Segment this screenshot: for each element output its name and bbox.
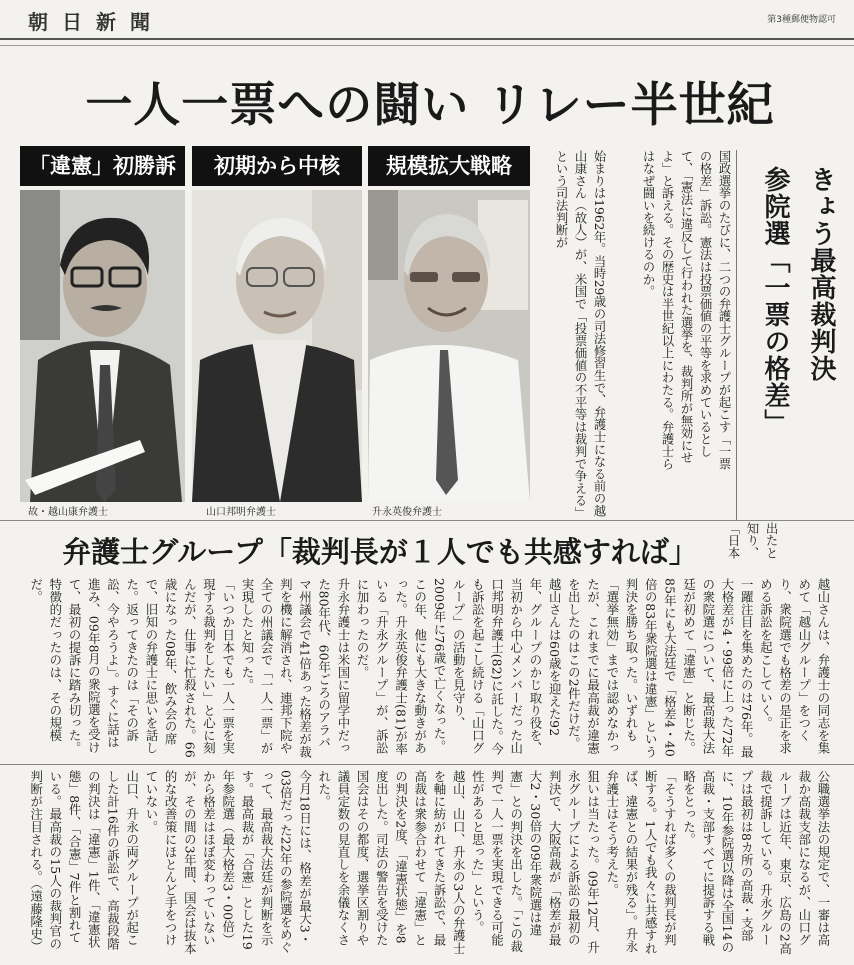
paragraph: 今月18日には、格差が最大3・03倍だった22年の参院選をめぐって、最高裁大法廷が判断を示す。最高裁が「合憲」とした19年参院選（最大格差3・00倍）から格差はほぼ変わっていないが、その間の3年間、国会は抜本的な改善策にほとんど手をつけていない。	[143, 770, 313, 955]
paragraph: 特徴的だったのは、その規模だ。	[28, 578, 63, 742]
caption-yamaguchi: 山口邦明弁護士	[206, 507, 276, 518]
photo-koshiyama	[20, 190, 185, 502]
paragraph: 85年にも大法廷で「格差4・40倍の83年衆院選は違憲」という判決を勝ち取った。いずれも「選挙無効」までは認めなかったが、これまでに最高裁が違憲を出したのはこの2件だけだ。	[566, 578, 678, 758]
paragraph: 越山、山口、升永の3人の弁護士を軸に紡がれてきた訴訟で、最高裁は衆参合わせて「違憲」との判決を2度、「違憲状態」を8度出した。司法の警告を受けた国会はその都度、選挙区割りや議員定数の見直しを余儀なくされた。	[316, 770, 467, 955]
column-divider	[0, 764, 854, 765]
paragraph: 升永弁護士は米国に留学中だった80年代、60年ごろのアラバマ州議会で41倍あった格差が裁判を機に解消され、連邦下院や全ての州議会で「一人一票」が実現したと知った。	[239, 578, 351, 758]
photo-yamaguchi	[192, 190, 362, 502]
tag-scale-strategy: 規模拡大戦略	[368, 146, 530, 186]
article-columns-upper	[18, 578, 833, 758]
headline: 一人一票への闘い リレー半世紀	[85, 78, 775, 133]
section-rule	[0, 520, 854, 521]
paragraph: 「そうすれば多くの裁判長が判断する。1人でも我々に共感すれば、違憲との結果が残る」。升永弁護士はそう考えた。	[604, 770, 678, 955]
paragraph: 山口、升永の両グループが起こした計16件の訴訟で、高裁段階の判決は「違憲」1件、「違憲状態」8件、「合憲」7件と割れている。最高裁の15人の裁判官の判断が注目される。（遠藤隆史）	[28, 770, 140, 953]
tag-core-member: 初期から中核	[192, 146, 362, 186]
caption-koshiyama: 故・越山康弁護士	[28, 507, 108, 518]
article-body-top-1: 始まりは1962年。当時29歳の司法修習生で、弁護士になる前の越山康さん（故人）が、米国で「投票価値の不平等は裁判で争える」という司法判断が	[554, 150, 606, 517]
deck-line-2: きょう最高裁判決	[806, 166, 836, 382]
spacer-2	[608, 480, 733, 520]
paragraph: 越山さんは、弁護士の同志を集めて「越山グループ」をつくり、衆院選でも格差の是正を求める訴訟を起こしていく。	[758, 578, 831, 755]
postal-permit: 第3種郵便物認可	[767, 15, 836, 25]
caption-masunaga: 升永英俊弁護士	[372, 507, 442, 518]
paragraph: 「いつか日本でも一人一票を実現する裁判をしたい」と心に刻んだが、仕事に忙殺された。66歳になった08年、飲み会の席で、旧知の弁護士に思いを話した。返ってきたのは「その訴訟、今やろうよ」。すぐに話は進み、09年8月の衆院選を受けて、最初の提訴に踏み切った。	[67, 578, 236, 758]
masthead-rule-thin	[0, 45, 854, 46]
deck-line-1: 参院選「一票の格差」	[760, 166, 790, 436]
article-body-top-2: 出たと知り、「日本	[726, 522, 778, 559]
lede-paragraph: 国政選挙のたびに、二つの弁護士グループが起こす「一票の格差」訴訟。憲法は投票価値の平等を求めているとして、「憲法に違反して行われた選挙を、裁判所が無効にせよ」と訴える。その歴史は半世紀以上にわたる。弁護士らはなぜ闘いを続けるのか。	[641, 150, 731, 470]
column-rule	[736, 150, 737, 520]
paragraph: 一躍注目を集めたのは76年。最大格差が4・99倍に上った72年の衆院選について、最高裁大法廷が初めて「違憲」と断じた。	[681, 578, 755, 758]
paragraph: 公職選挙法の規定で、一審は高裁か高裁支部になるが、山口グループは近年、東京、広島の2高裁で提訴している。升永グループは最初は8カ所の高裁・支部に、10年参院選以降は全国14の高裁・支部すべてに提訴する戦略をとった。	[681, 770, 831, 955]
masthead-rule	[0, 38, 854, 40]
photo-masunaga	[368, 190, 530, 502]
article-columns-lower	[18, 770, 833, 955]
subhead: 弁護士グループ「裁判長が１人でも共感すれば」	[62, 535, 698, 569]
paragraph: この年、他にも大きな動きがあった。升永英俊弁護士(81)が率いる「升永グループ」が、訴訟に加わったのだ。	[355, 578, 428, 756]
paragraph: 越山さんは60歳を迎えた92年、グループのかじ取り役を、当初から中心メンバーだった山口邦明弁護士(82)に託した。今も訴訟を起こし続ける「山口グループ」の活動を見守り、2009年に76歳で亡くなった。	[431, 578, 563, 756]
masthead-title: 朝日新聞	[28, 10, 164, 34]
tag-first-win: 「違憲」初勝訴	[20, 146, 185, 186]
paragraph: 狙いは当たった。09年12月、升永グループによる訴訟の最初の判決で、大阪高裁が「格差が最大2・30倍の09年衆院選は違憲」との判決を出した。「この裁判で一人一票を実現できる可能性があると思った」という。	[470, 770, 601, 954]
